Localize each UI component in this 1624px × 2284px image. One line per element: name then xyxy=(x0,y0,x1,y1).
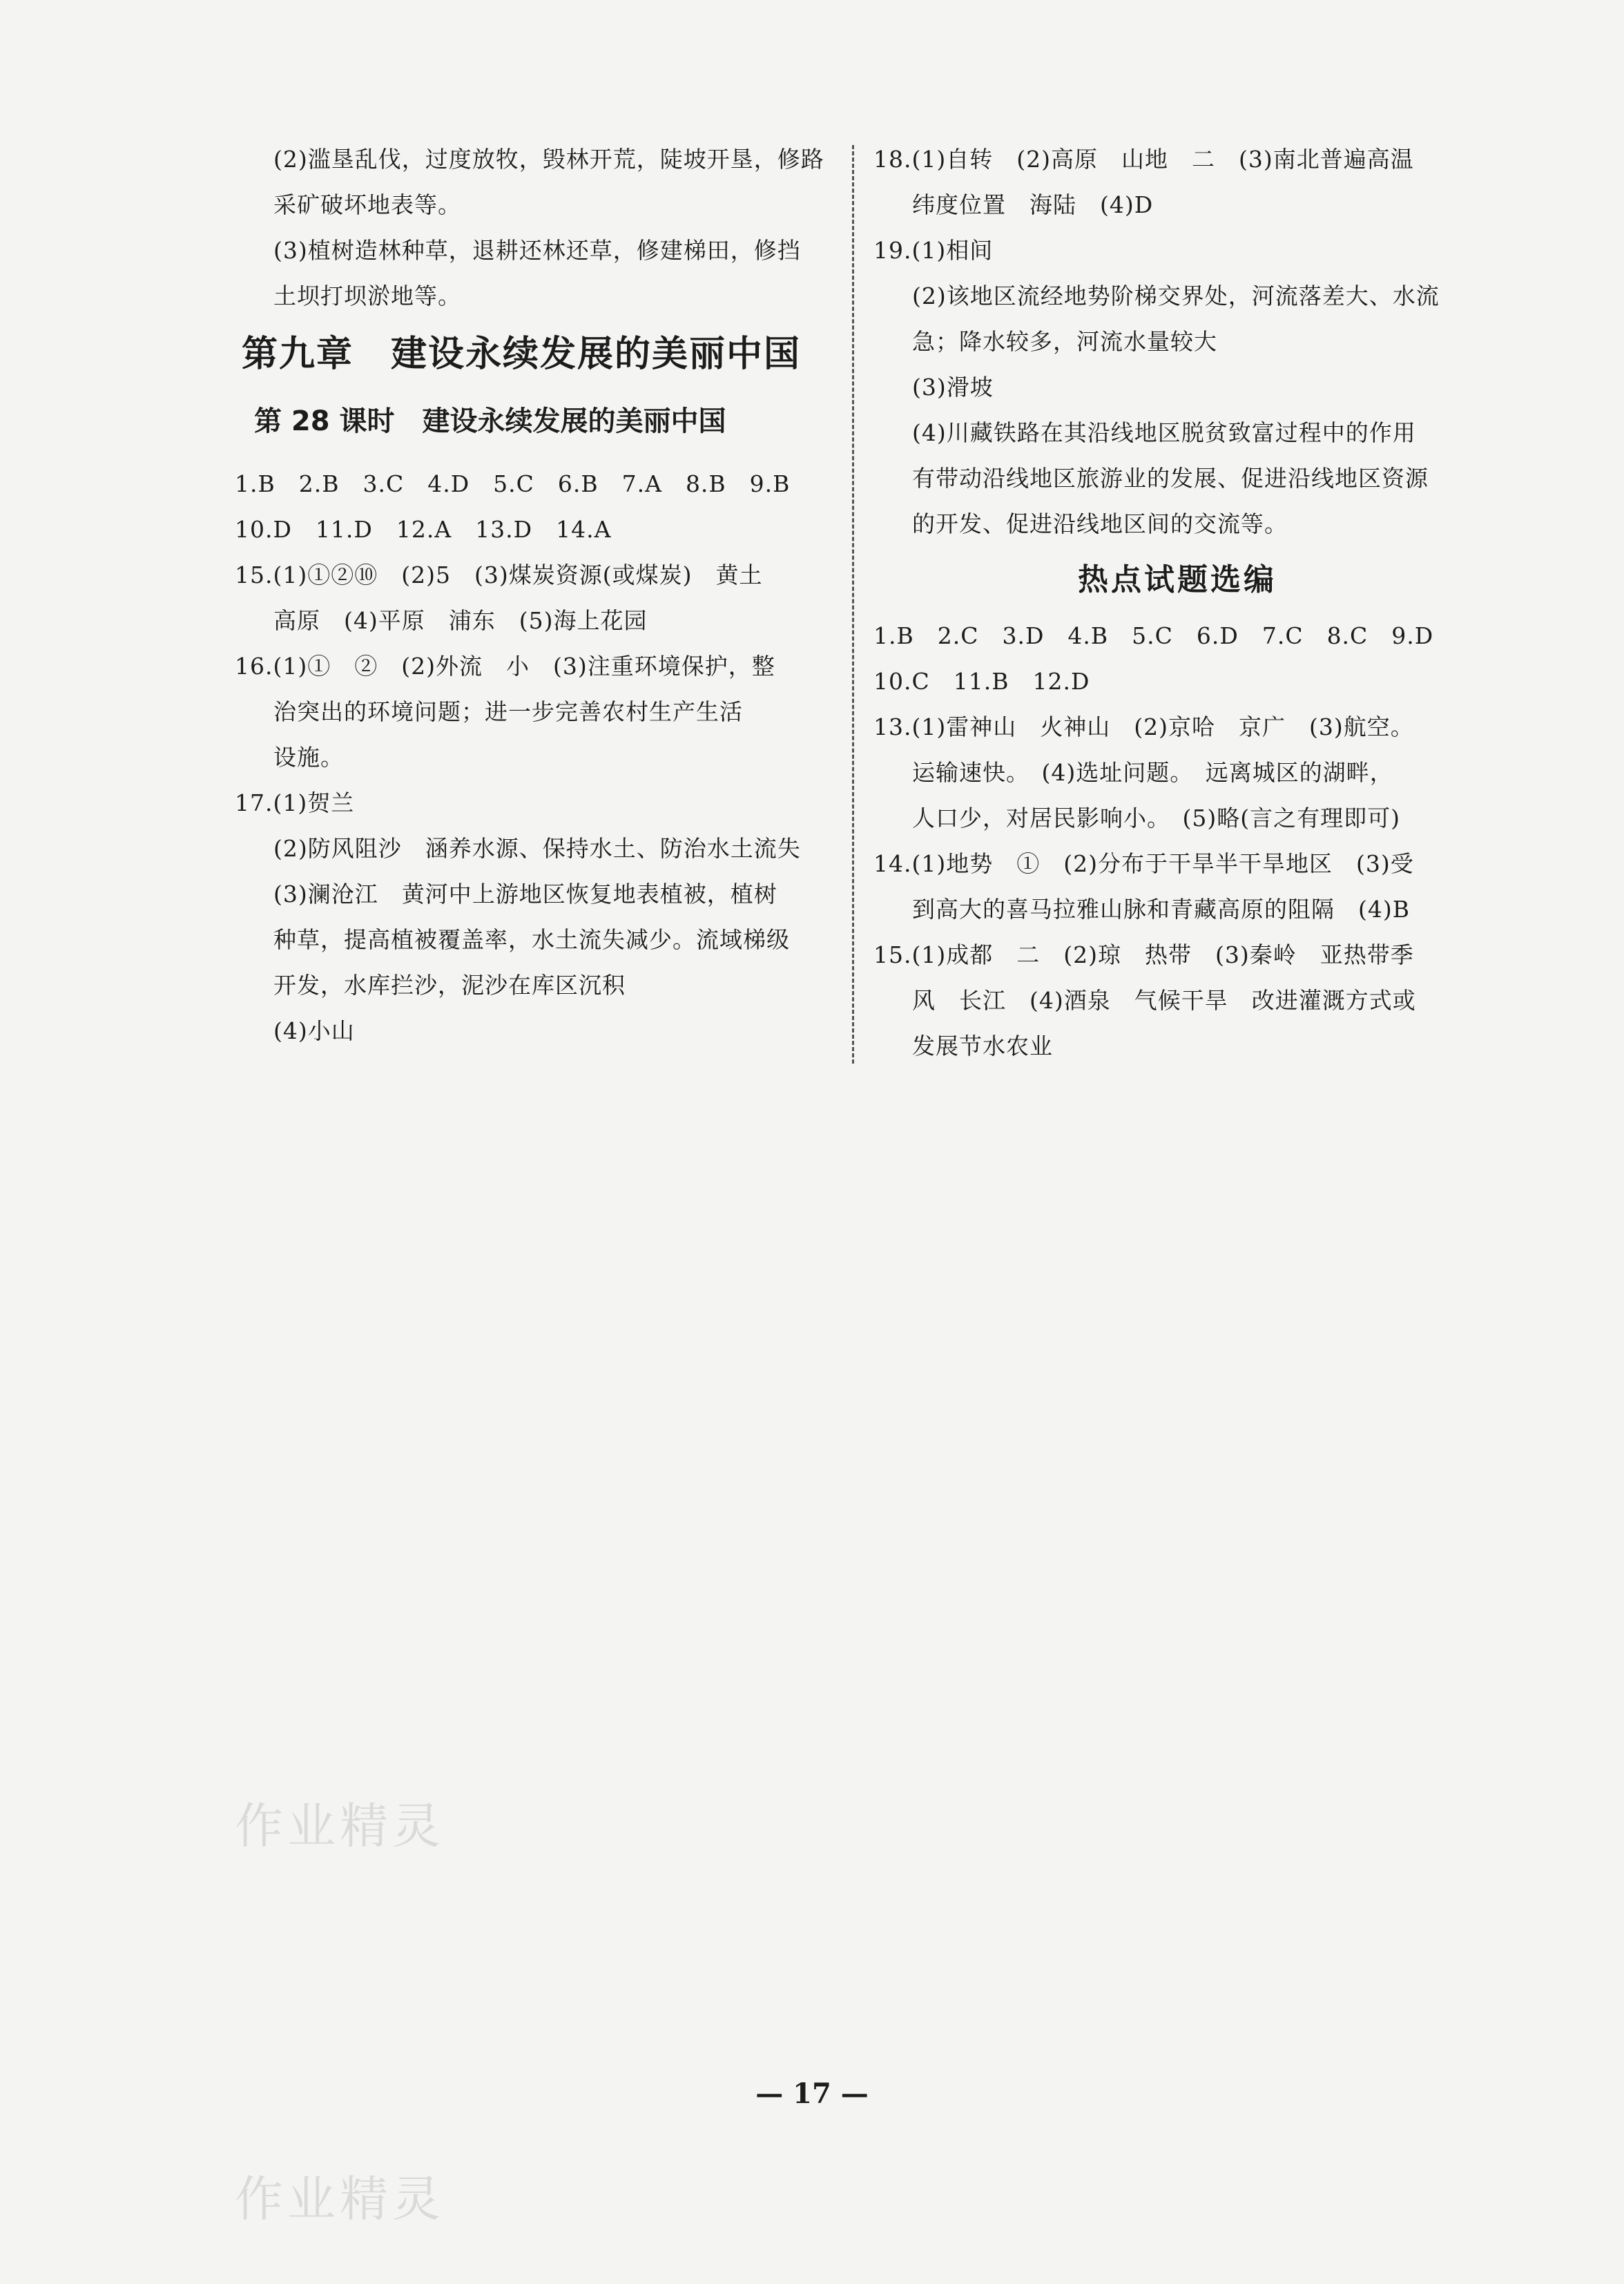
answer-line: 运输速快。 (4)选址问题。 远离城区的湖畔， xyxy=(912,759,1393,786)
right-top-lines xyxy=(873,137,1481,547)
left-answer-lines xyxy=(235,461,829,1054)
answer-line: 治突出的环境问题；进一步完善农村生产生活 xyxy=(273,698,743,725)
answer-line: 的开发、促进沿线地区间的交流等。 xyxy=(912,510,1288,537)
answer-line: (2)防风阻沙 涵养水源、保持水土、防治水土流失 xyxy=(273,835,801,862)
answer-line: 到高大的喜马拉雅山脉和青藏高原的阻隔 (4)B xyxy=(912,896,1410,923)
answer-line: 10.D 11.D 12.A 13.D 14.A xyxy=(235,516,612,543)
answer-line: 有带动沿线地区旅游业的发展、促进沿线地区资源 xyxy=(912,465,1429,492)
right-column xyxy=(873,137,1481,1069)
lesson-title: 第 28 课时 建设永续发展的美丽中国 xyxy=(254,405,726,437)
answer-line: 1.B 2.B 3.C 4.D 5.C 6.B 7.A 8.B 9.B xyxy=(235,470,791,497)
answer-line: 土坝打坝淤地等。 xyxy=(273,282,461,309)
right-answer-lines xyxy=(873,613,1481,1069)
answer-line: (3)滑坡 xyxy=(912,374,994,401)
answer-line: (3)植树造林种草，退耕还林还草，修建梯田，修挡 xyxy=(273,237,801,264)
answer-line: 采矿破坏地表等。 xyxy=(273,191,461,218)
answer-line: 13.(1)雷神山 火神山 (2)京哈 京广 (3)航空。 xyxy=(873,713,1414,740)
answer-line: 纬度位置 海陆 (4)D xyxy=(912,191,1154,218)
answer-line: 19.(1)相间 xyxy=(873,237,994,264)
answer-line: (4)小山 xyxy=(273,1017,355,1044)
answer-line: (2)滥垦乱伐，过度放牧，毁林开荒，陡坡开垦，修路 xyxy=(273,146,824,173)
answer-line: 15.(1)①②⑩ (2)5 (3)煤炭资源(或煤炭) 黄土 xyxy=(235,562,763,588)
answer-line: 18.(1)自转 (2)高原 山地 二 (3)南北普遍高温 xyxy=(873,146,1414,173)
left-column xyxy=(235,137,829,1054)
watermark: 作业精灵 xyxy=(235,1798,445,1854)
answer-line: 17.(1)贺兰 xyxy=(235,789,355,816)
answer-line: (3)澜沧江 黄河中上游地区恢复地表植被，植树 xyxy=(273,881,777,908)
answer-line: 14.(1)地势 ① (2)分布于干旱半干旱地区 (3)受 xyxy=(873,850,1414,877)
answer-line: 设施。 xyxy=(273,744,344,771)
answer-line: 10.C 11.B 12.D xyxy=(873,668,1090,695)
answer-line: 1.B 2.C 3.D 4.B 5.C 6.D 7.C 8.C 9.D xyxy=(873,622,1434,649)
answer-line: 种草，提高植被覆盖率，水土流失减少。流域梯级 xyxy=(273,926,790,953)
left-top-lines xyxy=(235,137,829,319)
answer-line: 人口少，对居民影响小。 (5)略(言之有理即可) xyxy=(912,805,1400,832)
answer-line: (2)该地区流经地势阶梯交界处，河流落差大、水流 xyxy=(912,282,1440,309)
answer-line: 高原 (4)平原 浦东 (5)海上花园 xyxy=(273,607,648,634)
answer-line: 15.(1)成都 二 (2)琼 热带 (3)秦岭 亚热带季 xyxy=(873,941,1414,968)
answer-line: 风 长江 (4)酒泉 气候干旱 改进灌溉方式或 xyxy=(912,987,1416,1014)
column-divider xyxy=(852,145,854,1064)
page-number: — 17 — xyxy=(755,2077,869,2110)
answer-line: 发展节水农业 xyxy=(912,1033,1053,1059)
watermark: 作业精灵 xyxy=(235,2171,445,2227)
chapter-title: 第九章 建设永续发展的美丽中国 xyxy=(242,334,802,375)
answer-line: (4)川藏铁路在其沿线地区脱贫致富过程中的作用 xyxy=(912,419,1416,446)
section-title: 热点试题选编 xyxy=(1078,562,1277,597)
answer-line: 急；降水较多，河流水量较大 xyxy=(912,328,1217,355)
answer-line: 开发，水库拦沙，泥沙在库区沉积 xyxy=(273,972,626,999)
answer-line: 16.(1)① ② (2)外流 小 (3)注重环境保护，整 xyxy=(235,653,775,680)
